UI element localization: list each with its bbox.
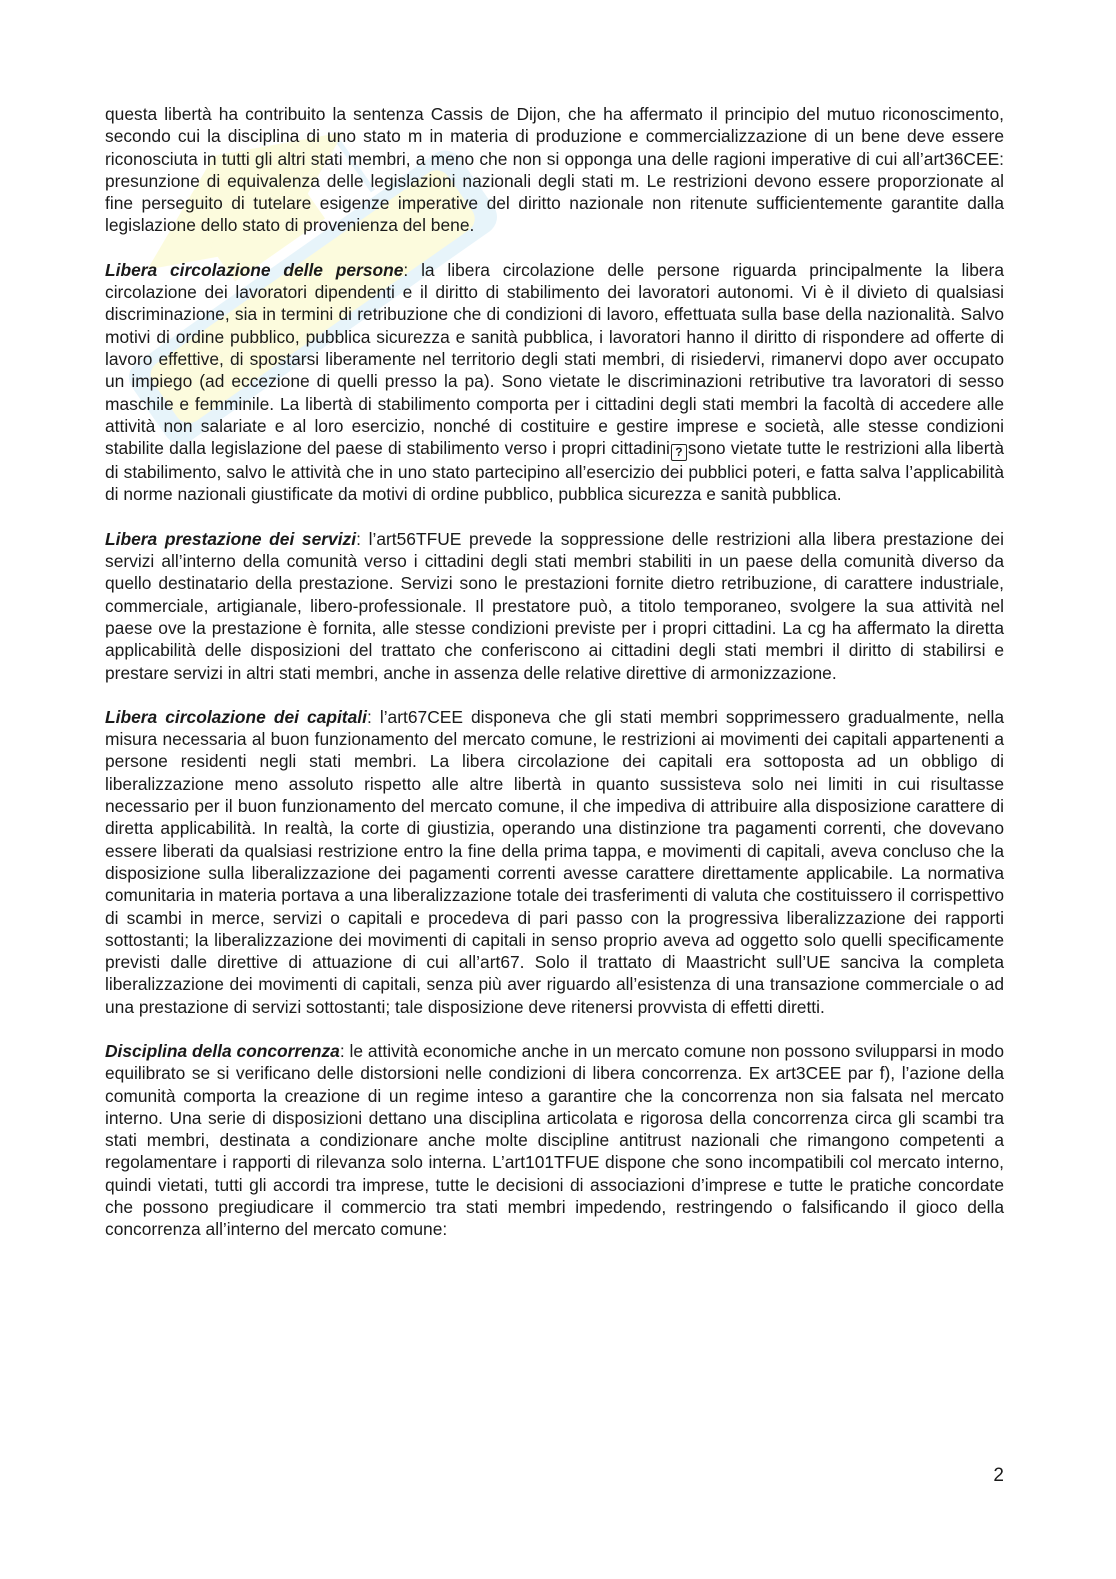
paragraph-text: : la libera circolazione delle persone riguarda principalmente la libera circolazione dei lavoratori dipendenti e il diritto di stabilimento dei lavoratori autonomi. Vi è il divieto di qualsiasi discriminazione, sia in termini di retribuzione che di condizioni di lavoro, effettuata sulla base della nazionalità. Salvo motivi di ordine pubblico, pubblica sicurezza e sanità pubblica, i lavoratori hanno il diritto di rispondere ad offerte di lavoro effettive, di spostarsi liberamente nel territorio degli stati membri, di risiedervi, rimanervi dopo aver occupato un impiego (ad eccezione di quelli presso la pa). Sono vietate le discriminazioni retributive tra lavoratori di sesso maschile e femminile. La libertà di stabilimento comporta per i cittadini degli stati membri la facoltà di accedere alle attività non salariate e al loro esercizio, nonché di costituire e gestire imprese e società, alle stesse condizioni stabilite dalla legislazione del paese di stabilimento verso i propri cittadini	[105, 259, 1004, 459]
missing-glyph-icon: ?	[671, 444, 687, 461]
section-heading: Libera circolazione delle persone	[105, 259, 404, 280]
section-heading: Libera prestazione dei servizi	[105, 528, 357, 549]
paragraph-concorrenza	[105, 1040, 1004, 1241]
paragraph-persone	[105, 259, 1004, 506]
paragraph-text: : le attività economiche anche in un mercato comune non possono svilupparsi in modo equilibrato se si verificano delle distorsioni nelle condizioni di libera concorrenza. Ex art3CEE par f), l’azione della comunità comporta la creazione di un regime inteso a garantire che la concorrenza non sia falsata nel mercato interno. Una serie di disposizioni dettano una disciplina articolata e rigorosa della concorrenza circa gli scambi tra stati membri, destinata a condizionare anche molte discipline antitrust nazionali che rimangono competenti a regolamentare i rapporti di rilevanza solo interna. L’art101TFUE dispone che sono incompatibili col mercato interno, quindi vietati, tutti gli accordi tra imprese, tutte le decisioni di associazioni d’imprese e tutte le pratiche concordate che possono pregiudicare il commercio tra stati membri impedendo, restringendo o falsificando il gioco della concorrenza all’interno del mercato comune:	[105, 1040, 1004, 1240]
paragraph-text: questa libertà ha contribuito la sentenza Cassis de Dijon, che ha affermato il principio del mutuo riconoscimento, secondo cui la disciplina di uno stato m in materia di produzione e commercializzazione di un bene deve essere riconosciuta in tutti gli altri stati membri, a meno che non si opponga una delle ragioni imperative di cui all’art36CEE: presunzione di equivalenza delle legislazioni nazionali degli stati m. Le restrizioni devono essere proporzionate al fine perseguito di tutelare esigenze imperative del diritto nazionale non ritenute sufficientemente garantite dalla legislazione dello stato di provenienza del bene.	[105, 104, 1004, 236]
document-body	[105, 103, 1004, 1263]
section-heading: Disciplina della concorrenza	[105, 1040, 340, 1061]
page-number: 2	[993, 1465, 1004, 1486]
paragraph-capitali	[105, 706, 1004, 1018]
paragraph-text: : l’art56TFUE prevede la soppressione delle restrizioni alla libera prestazione dei servizi all’interno della comunità verso i cittadini degli stati membri stabiliti in un paese della comunità diverso da quello destinatario della prestazione. Servizi sono le prestazioni fornite dietro retribuzione, di carattere industriale, commerciale, artigianale, libero-professionale. Il prestatore può, a titolo temporaneo, svolgere la sua attività nel paese ove la prestazione è fornita, alle stesse condizioni previste per i propri cittadini. La cg ha affermato la diretta applicabilità delle disposizioni del trattato che conferiscono ai cittadini degli stati membri il diritto di stabilirsi e prestare servizi in altri stati membri, anche in assenza delle relative direttive di armonizzazione.	[105, 528, 1004, 683]
paragraph-intro	[105, 103, 1004, 237]
section-heading: Libera circolazione dei capitali	[105, 706, 367, 727]
paragraph-text: : l’art67CEE disponeva che gli stati membri sopprimessero gradualmente, nella misura necessaria al buon funzionamento del mercato comune, le restrizioni ai movimenti dei capitali appartenenti a persone residenti negli stati membri. La libera circolazione dei capitali era sottoposta ad un obbligo di liberalizzazione meno assoluto rispetto alle altre libertà in quanto sussisteva solo nei limiti in cui risultasse necessario per il buon funzionamento del mercato comune, il che impediva di attribuire alla disposizione carattere di diretta applicabilità. In realtà, la corte di giustizia, operando una distinzione tra pagamenti correnti, che dovevano essere liberati da qualsiasi restrizione entro la fine della prima tappa, e movimenti di capitali, aveva concluso che la disposizione sulla liberalizzazione dei pagamenti correnti avesse carattere direttamente applicabile. La normativa comunitaria in materia portava a una liberalizzazione totale dei trasferimenti di valuta che costituissero il corrispettivo di scambi in merce, servizi o capitali e procedeva di pari passo con la progressiva liberalizzazione dei rapporti sottostanti; la liberalizzazione dei movimenti di capitali in senso proprio aveva ad oggetto solo quelli specificamente previsti dalle direttive di attuazione di cui all’art67. Solo il trattato di Maastricht sull’UE sanciva la completa liberalizzazione dei movimenti di capitali, senza più aver riguardo all’esistenza di una transazione commerciale o ad una prestazione di servizi sottostanti; tale disposizione deve ritenersi provvista di effetti diretti.	[105, 706, 1004, 1017]
paragraph-servizi	[105, 528, 1004, 684]
paragraph-text-continued: sono vietate tutte le restrizioni alla libertà di stabilimento, salvo le attività che in uno stato partecipino all’esercizio dei pubblici poteri, e fatta salva l’applicabilità di norme nazionali giustificate da motivi di ordine pubblico, pubblica sicurezza e sanità pubblica.	[105, 438, 1004, 505]
